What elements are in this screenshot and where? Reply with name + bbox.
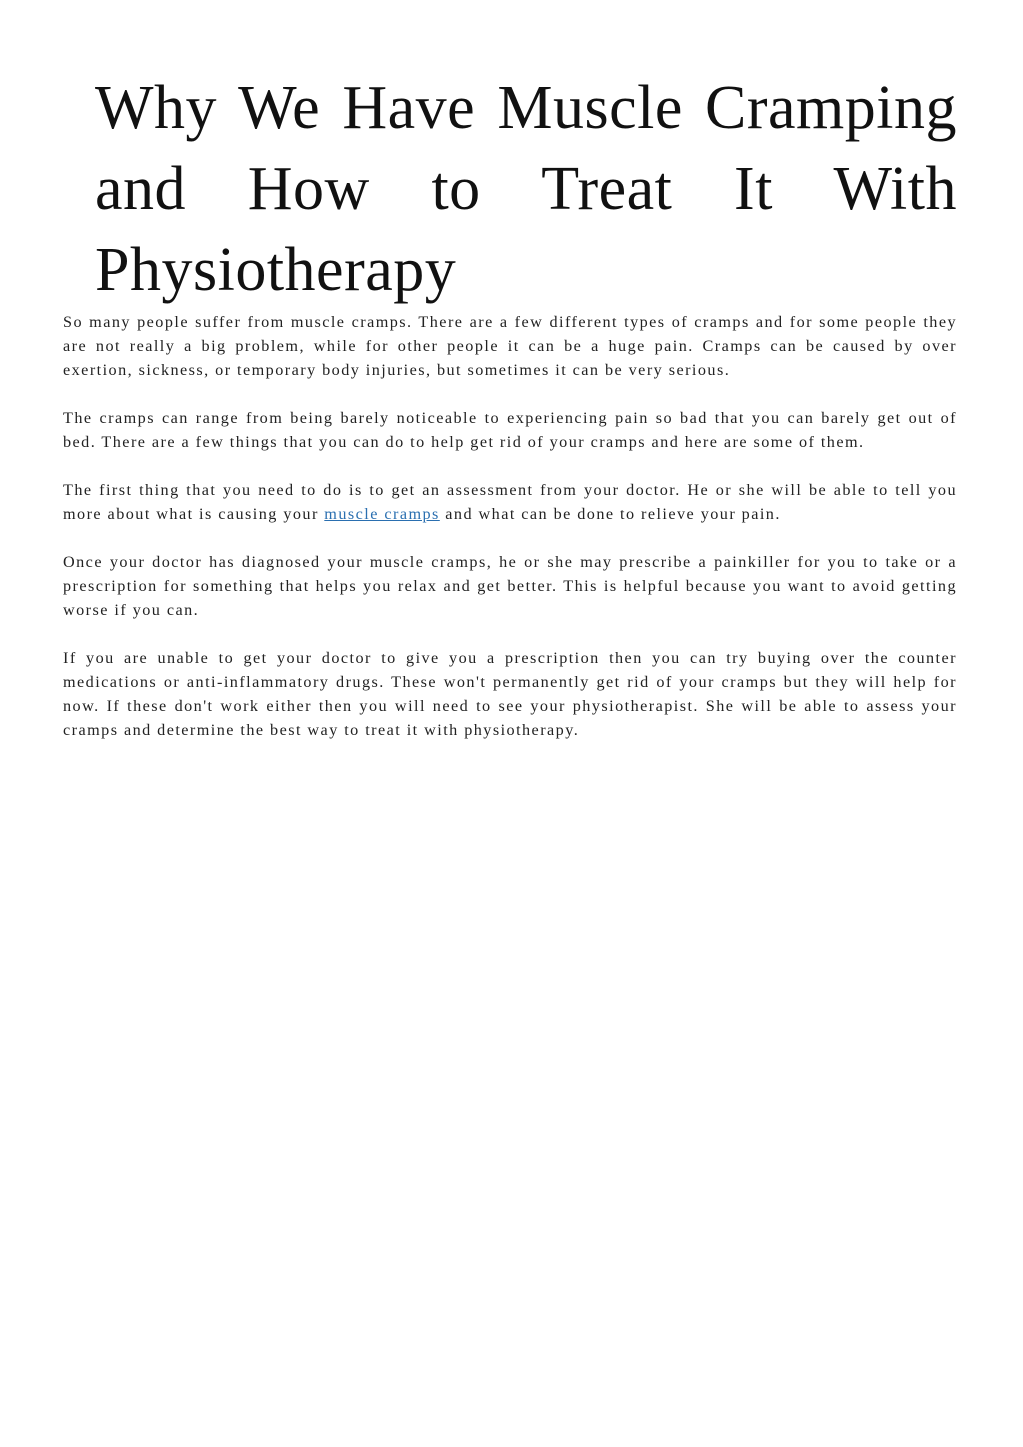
paragraph-1: So many people suffer from muscle cramps. There are a few different types of cramps and for some people they are not really a big problem, while for other people it can be a huge pain. Cramps can be caused by over exertion, sickness, or temporary body injuries, but sometimes it can be very serious. bbox=[63, 313, 957, 379]
paragraph-3-text-after: and what can be done to relieve your pain. bbox=[439, 505, 781, 523]
paragraph-3 bbox=[63, 478, 957, 526]
paragraph-3-text-before: The first thing that you need to do is to get an assessment from your doctor. He or she will be able to tell you more about what is causing your bbox=[63, 481, 957, 523]
paragraph-5: If you are unable to get your doctor to give you a prescription then you can try buying over the counter medications or anti-inflammatory drugs. These won't permanently get rid of your cramps but they will help for now. If these don't work either then you will need to see your physiotherapist. She will be able to assess your cramps and determine the best way to treat it with physiotherapy. bbox=[63, 649, 957, 739]
paragraph-4: Once your doctor has diagnosed your muscle cramps, he or she may prescribe a painkiller for you to take or a prescription for something that helps you relax and get better. This is helpful because you want to avoid getting worse if you can. bbox=[63, 553, 957, 619]
article-body bbox=[63, 310, 957, 766]
article-title: Why We Have Muscle Cramping and How to Treat It With Physiotherapy bbox=[95, 74, 957, 304]
paragraph-2: The cramps can range from being barely noticeable to experiencing pain so bad that you can barely get out of bed. There are a few things that you can do to help get rid of your cramps and here are some of them. bbox=[63, 409, 957, 451]
muscle-cramps-link[interactable]: muscle cramps bbox=[324, 505, 440, 523]
